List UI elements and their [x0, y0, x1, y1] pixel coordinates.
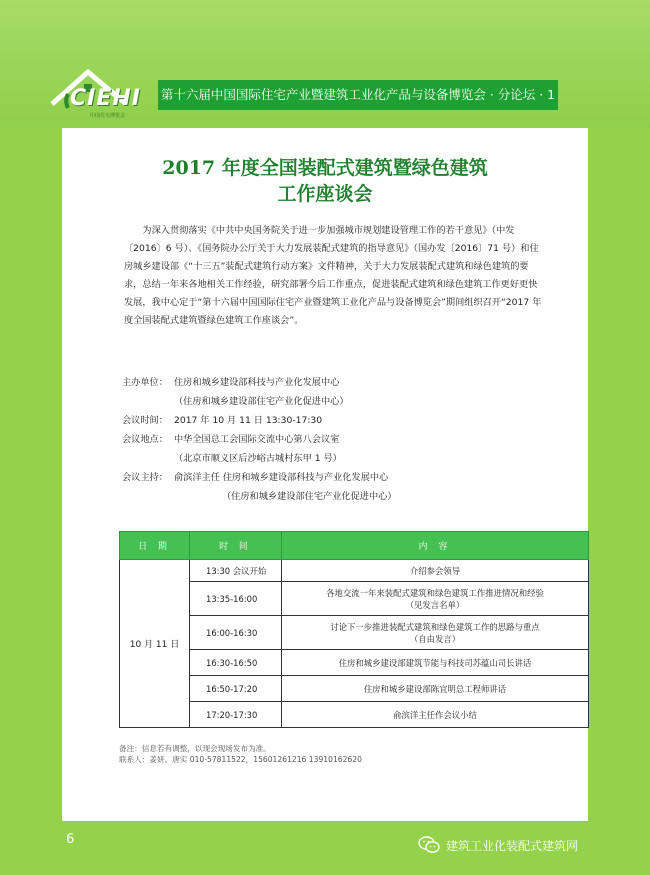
schedule-table: [119, 531, 589, 728]
notes: [119, 743, 362, 765]
notes-line1: 备注：信息若有调整，以现会现场发布为准。: [119, 744, 271, 753]
host-sub: （住房和城乡建设部住宅产业化促进中心）: [222, 491, 397, 502]
row-time: 13:30 会议开始: [190, 560, 282, 582]
intro-paragraph: 为深入贯彻落实《中共中央国务院关于进一步加强城市规划建设管理工作的若干意见》（中发〔2016〕6 号）、《国务院办公厅关于大力发展装配式建筑的指导意见》（国办发〔2016〕71 号）和住房城乡建设部《“十三五”装配式建筑行动方案》文件精神，关于大力发展装配式建筑和绿色建筑的要求，总结一年来各地相关工作经验，研究部署今后工作重点，促进装配式建筑和绿色建筑工作更好更快发展，我中心定于“第十六届中国国际住宅产业暨建筑工业化产品与设备博览会”期间组织召开“2017 年度全国装配式建筑暨绿色建筑工作座谈会”。: [124, 225, 542, 326]
header-banner: 第十六届中国国际住宅产业暨建筑工业化产品与设备博览会 · 分论坛 · 1: [158, 80, 558, 110]
page-number: 6: [66, 832, 75, 847]
watermark: [418, 836, 578, 854]
organizer-label: 主办单位：: [122, 377, 168, 388]
header-time: 时 间: [190, 532, 282, 560]
row-content: [282, 616, 589, 650]
table-row: [120, 702, 589, 728]
row-content-sub: （见发言名单）: [405, 599, 465, 610]
doc-title-line1: 2017 年度全国装配式建筑暨绿色建筑: [162, 157, 488, 179]
row-time: 16:30-16:50: [190, 650, 282, 676]
schedule-header-row: [120, 532, 589, 560]
time-row: [122, 412, 322, 426]
row-content-text: 俞滨洋主任作会议小结: [393, 709, 477, 720]
wechat-icon: [418, 836, 440, 854]
table-row: [120, 616, 589, 650]
doc-title-line2: 工作座谈会: [277, 183, 373, 205]
row-content-text: 各地交流一年来装配式建筑和绿色建筑工作推进情况和经验: [326, 587, 544, 598]
table-row: [120, 582, 589, 616]
row-content: [282, 582, 589, 616]
header-date: 日 期: [120, 532, 190, 560]
host-value: 俞滨洋主任 住房和城乡建设部科技与产业化发展中心: [174, 472, 389, 483]
host-row: [122, 469, 388, 483]
row-time: 13:35-16:00: [190, 582, 282, 616]
row-time: 16:00-16:30: [190, 616, 282, 650]
document-page: [62, 128, 588, 821]
row-content: [282, 560, 589, 582]
row-time: 17:20-17:30: [190, 702, 282, 728]
row-content-text: 住房和城乡建设部建筑节能与科技司苏蕴山司长讲话: [338, 657, 532, 668]
venue-sub: （北京市顺义区后沙峪古城村东甲 1 号）: [174, 453, 342, 464]
row-content: [282, 702, 589, 728]
host-label: 会议主持：: [122, 472, 168, 483]
organizer-row: [122, 374, 339, 388]
row-content-text: 讨论下一步推进装配式建筑和绿色建筑工作的思路与重点: [330, 621, 540, 632]
row-time: 16:50-17:20: [190, 676, 282, 702]
watermark-text: 建筑工业化装配式建筑网: [446, 838, 579, 853]
organizer-sub: （住房和城乡建设部住宅产业化促进中心）: [174, 396, 349, 407]
row-content-sub: （自由发言）: [409, 633, 461, 644]
venue-value: 中华全国总工会国际交流中心第八会议室: [174, 434, 340, 445]
notes-line2: 联系人：姜妍、唐实 010-57811522，15601261216 13910162620: [119, 755, 362, 764]
table-row: [120, 676, 589, 702]
organizer-value: 住房和城乡建设部科技与产业化发展中心: [174, 377, 340, 388]
table-row: [120, 560, 589, 582]
row-content-text: 住房和城乡建设部陈宜明总工程师讲话: [363, 683, 507, 694]
time-label: 会议时间：: [122, 415, 168, 426]
time-value: 2017 年 10 月 11 日 13:30-17:30: [174, 415, 323, 426]
logo-subtitle: 中国住宅博览会: [90, 113, 126, 119]
venue-row: [122, 431, 339, 445]
table-row: [120, 650, 589, 676]
row-content: [282, 650, 589, 676]
row-content-text: 介绍参会领导: [409, 565, 461, 576]
header-band: [0, 0, 650, 128]
venue-label: 会议地点：: [122, 434, 168, 445]
schedule-date: 10 月 11 日: [120, 560, 190, 728]
header-content: 内 容: [282, 532, 589, 560]
logo-text: CIEHI: [70, 86, 141, 111]
row-content: [282, 676, 589, 702]
